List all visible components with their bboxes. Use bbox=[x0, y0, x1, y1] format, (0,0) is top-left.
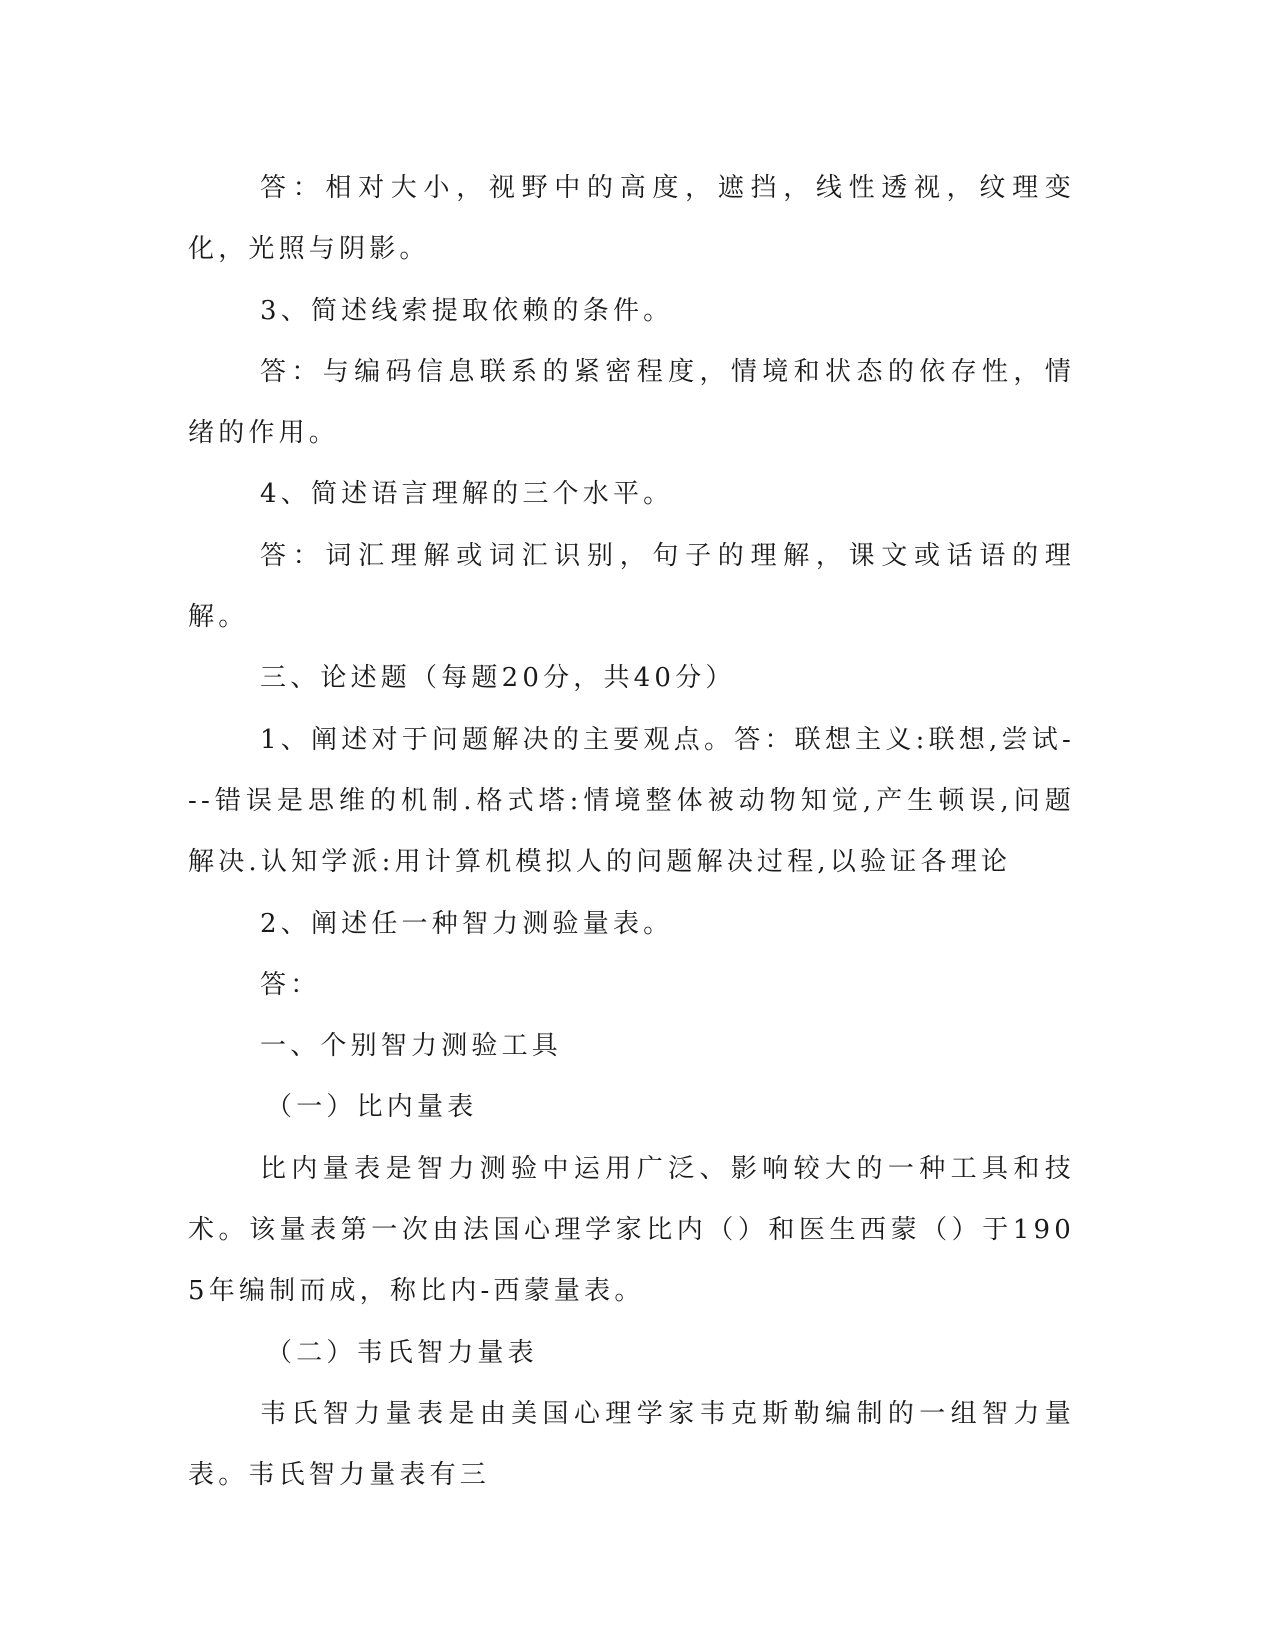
subsection-binet-scale: （一）比内量表 bbox=[266, 1092, 478, 1123]
answer-label: 答： bbox=[260, 969, 321, 1000]
answer-cue-retrieval: 答：与编码信息联系的紧密程度，情境和状态的依存性，情绪的作用。 bbox=[188, 356, 1075, 449]
section-essay-heading: 三、论述题（每题20分，共40分） bbox=[260, 663, 736, 694]
question-4-heading: 4、简述语言理解的三个水平。 bbox=[260, 479, 674, 510]
answer-language-levels: 答：词汇理解或词汇识别，句子的理解，课文或话语的理解。 bbox=[188, 540, 1075, 633]
subsection-wechsler-scale: （二）韦氏智力量表 bbox=[266, 1337, 538, 1368]
answer-depth-cues: 答：相对大小，视野中的高度，遮挡，线性透视，纹理变化，光照与阴影。 bbox=[188, 173, 1075, 265]
binet-scale-text: 比内量表是智力测验中运用广泛、影响较大的一种工具和技术。该量表第一次由法国心理学家比内（）和医生西蒙（）于1905年编制而成，称比内-西蒙量表。 bbox=[188, 1153, 1075, 1307]
question-3-heading: 3、简述线索提取依赖的条件。 bbox=[260, 295, 674, 326]
essay-question-2: 2、阐述任一种智力测验量表。 bbox=[260, 908, 674, 939]
wechsler-scale-text: 韦氏智力量表是由美国心理学家韦克斯勒编制的一组智力量表。韦氏智力量表有三 bbox=[188, 1398, 1075, 1491]
essay-question-1: 1、阐述对于问题解决的主要观点。答：联想主义:联想,尝试---错误是思维的机制.格式塔:情境整体被动物知觉,产生顿误,问题解决.认知学派:用计算机模拟人的问题解决过程,以验证各理论 bbox=[188, 724, 1075, 878]
document-body bbox=[188, 158, 1075, 1507]
subsection-individual-tests: 一、个别智力测验工具 bbox=[260, 1031, 563, 1062]
